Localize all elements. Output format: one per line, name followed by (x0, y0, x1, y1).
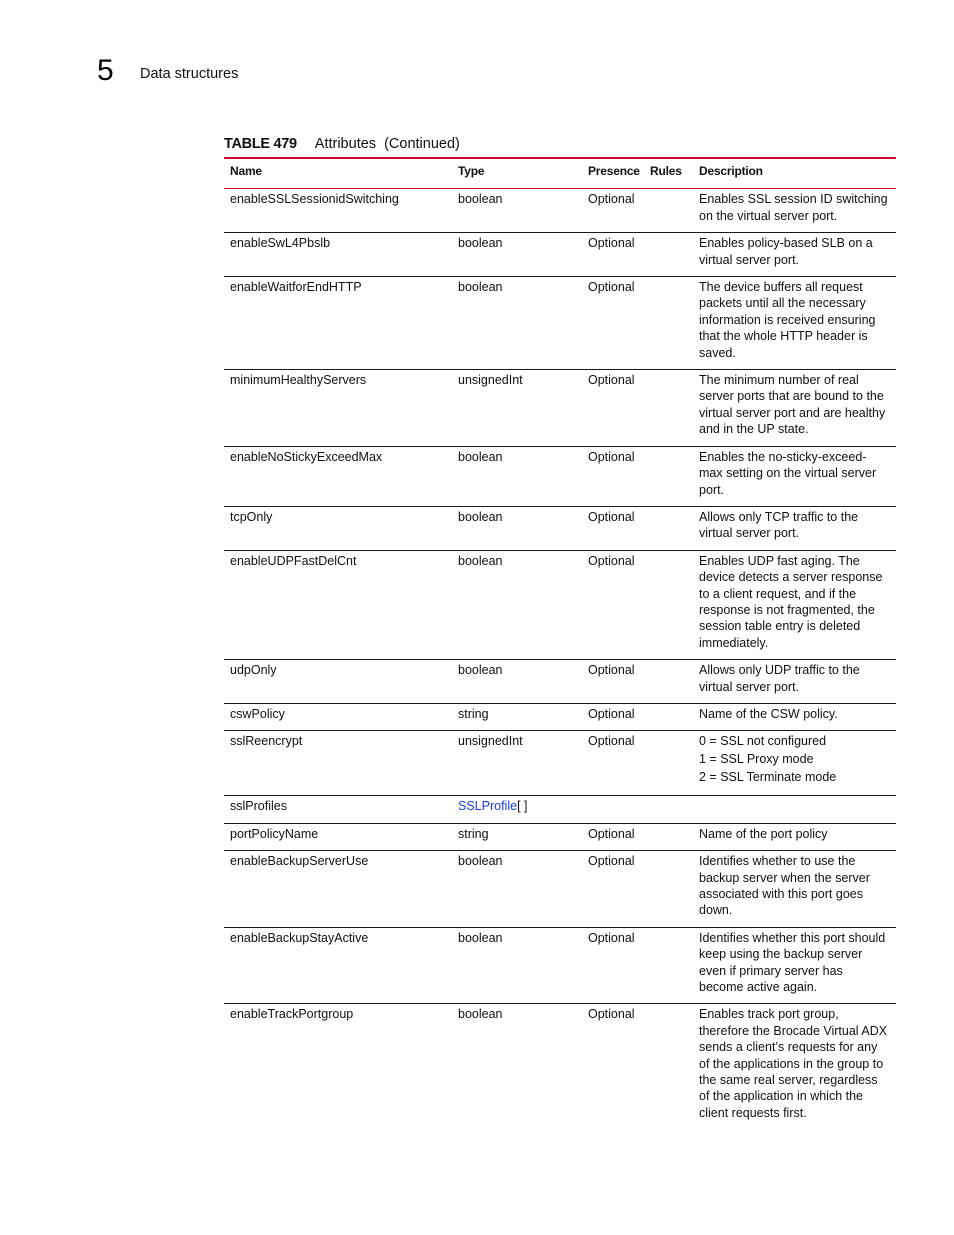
cell-name: udpOnly (224, 660, 452, 704)
cell-presence: Optional (582, 851, 644, 928)
table-row (224, 506, 896, 550)
cell-rules (644, 550, 693, 659)
cell-name: tcpOnly (224, 506, 452, 550)
section-title: Data structures (140, 66, 239, 82)
cell-description (693, 796, 896, 823)
cell-type: unsignedInt (452, 731, 582, 796)
cell-rules (644, 189, 693, 233)
column-header-name: Name (230, 164, 262, 178)
cell-name: cswPolicy (224, 703, 452, 730)
cell-presence: Optional (582, 233, 644, 277)
cell-name: enableSSLSessionidSwitching (224, 189, 452, 233)
cell-rules (644, 277, 693, 370)
cell-type: boolean (458, 1007, 503, 1022)
table-caption (224, 135, 460, 153)
chapter-number: 5 (97, 54, 114, 87)
cell-name: enableBackupStayActive (224, 927, 452, 1004)
cell-presence: Optional (582, 703, 644, 730)
column-header-description: Description (699, 164, 763, 178)
cell-rules (644, 927, 693, 1004)
table-row (224, 550, 896, 659)
cell-type: string (452, 703, 582, 730)
cell-description: The minimum number of real server ports that are bound to the virtual server port and are healthy and in the UP state. (693, 370, 896, 447)
cell-description: Enables the no-sticky-exceed-max setting on the virtual server port. (693, 446, 896, 506)
table-row (224, 189, 896, 233)
table-row (224, 796, 896, 823)
cell-type: boolean (452, 233, 582, 277)
cell-name: sslProfiles (224, 796, 452, 823)
cell-presence: Optional (582, 189, 644, 233)
cell-description: The device buffers all request packets until all the necessary information is received ensuring that the whole HTTP header is saved. (693, 277, 896, 370)
cell-rules (644, 703, 693, 730)
cell-type: boolean (452, 277, 582, 370)
cell-description: Enables UDP fast aging. The device detects a server response to a client request, and if the response is not fragmented, the session table entry is deleted immediately. (693, 550, 896, 659)
column-header-type: Type (458, 164, 485, 178)
table-number: TABLE 479 (224, 136, 297, 152)
cell-rules (644, 1004, 693, 1129)
table-row (224, 703, 896, 730)
description-line: 0 = SSL not configured (699, 734, 827, 749)
cell-presence: Optional (582, 823, 644, 850)
cell-description: Identifies whether to use the backup server when the server associated with this port goes down. (693, 851, 896, 928)
cell-description (693, 731, 896, 796)
attributes-table (224, 157, 896, 1129)
cell-rules (644, 660, 693, 704)
cell-presence: Optional (582, 550, 644, 659)
table-row (224, 823, 896, 850)
cell-presence: Optional (582, 277, 644, 370)
cell-presence: Optional (582, 731, 644, 796)
cell-description: Identifies whether this port should keep using the backup server even if primary server has become active again. (693, 927, 896, 1004)
cell-type: string (452, 823, 582, 850)
cell-rules (644, 506, 693, 550)
cell-name: enableTrackPortgroup (230, 1007, 354, 1022)
cell-name: minimumHealthyServers (224, 370, 452, 447)
cell-description: Enables policy-based SLB on a virtual server port. (693, 233, 896, 277)
table-row (224, 660, 896, 704)
cell-rules (644, 446, 693, 506)
cell-rules (644, 796, 693, 823)
cell-rules (644, 823, 693, 850)
cell-name: enableWaitforEndHTTP (224, 277, 452, 370)
cell-presence: Optional (582, 446, 644, 506)
array-suffix: [ ] (517, 799, 528, 814)
cell-name: portPolicyName (224, 823, 452, 850)
cell-rules (644, 233, 693, 277)
table-header-row (224, 158, 896, 189)
cell-type (452, 796, 582, 823)
cell-type: boolean (452, 660, 582, 704)
cell-presence: Optional (582, 660, 644, 704)
cell-type: unsignedInt (452, 370, 582, 447)
table-row (224, 1004, 896, 1129)
cell-presence: Optional (582, 506, 644, 550)
column-header-presence: Presence (588, 164, 640, 178)
cell-rules (644, 731, 693, 796)
table-row (224, 277, 896, 370)
cell-type: boolean (452, 927, 582, 1004)
cell-description: Name of the port policy (693, 823, 896, 850)
cell-name: enableBackupServerUse (224, 851, 452, 928)
description-line: 1 = SSL Proxy mode (699, 752, 814, 767)
cell-type: boolean (452, 446, 582, 506)
table-row (224, 233, 896, 277)
table-row (224, 927, 896, 1004)
cell-type: boolean (452, 189, 582, 233)
column-header-rules: Rules (650, 164, 682, 178)
cell-description: Allows only UDP traffic to the virtual server port. (693, 660, 896, 704)
cell-name: enableUDPFastDelCnt (224, 550, 452, 659)
table-caption-text: Attributes (Continued) (314, 136, 460, 152)
cell-type: boolean (452, 851, 582, 928)
cell-name: enableSwL4Pbslb (224, 233, 452, 277)
cell-type: boolean (452, 506, 582, 550)
cell-description: Allows only TCP traffic to the virtual server port. (693, 506, 896, 550)
cell-presence: Optional (582, 927, 644, 1004)
cell-name: sslReencrypt (224, 731, 452, 796)
cell-name: enableNoStickyExceedMax (224, 446, 452, 506)
cell-rules (644, 370, 693, 447)
cell-rules (644, 851, 693, 928)
attributes-table-wrapper (224, 157, 896, 1129)
ssl-profile-link[interactable]: SSLProfile (458, 799, 518, 814)
cell-presence: Optional (588, 1007, 635, 1022)
table-row (224, 446, 896, 506)
cell-presence (582, 796, 644, 823)
description-line: 2 = SSL Terminate mode (699, 770, 837, 785)
table-row (224, 851, 896, 928)
cell-type: boolean (452, 550, 582, 659)
cell-description: Name of the CSW policy. (693, 703, 896, 730)
cell-description: Enables SSL session ID switching on the virtual server port. (693, 189, 896, 233)
table-row (224, 731, 896, 796)
cell-description: Enables track port group, therefore the Brocade Virtual ADX sends a client’s requests for any of the applications in the group to the same real server, regardless of the application in which the client requests first. (699, 1007, 888, 1120)
table-row (224, 370, 896, 447)
cell-presence: Optional (582, 370, 644, 447)
